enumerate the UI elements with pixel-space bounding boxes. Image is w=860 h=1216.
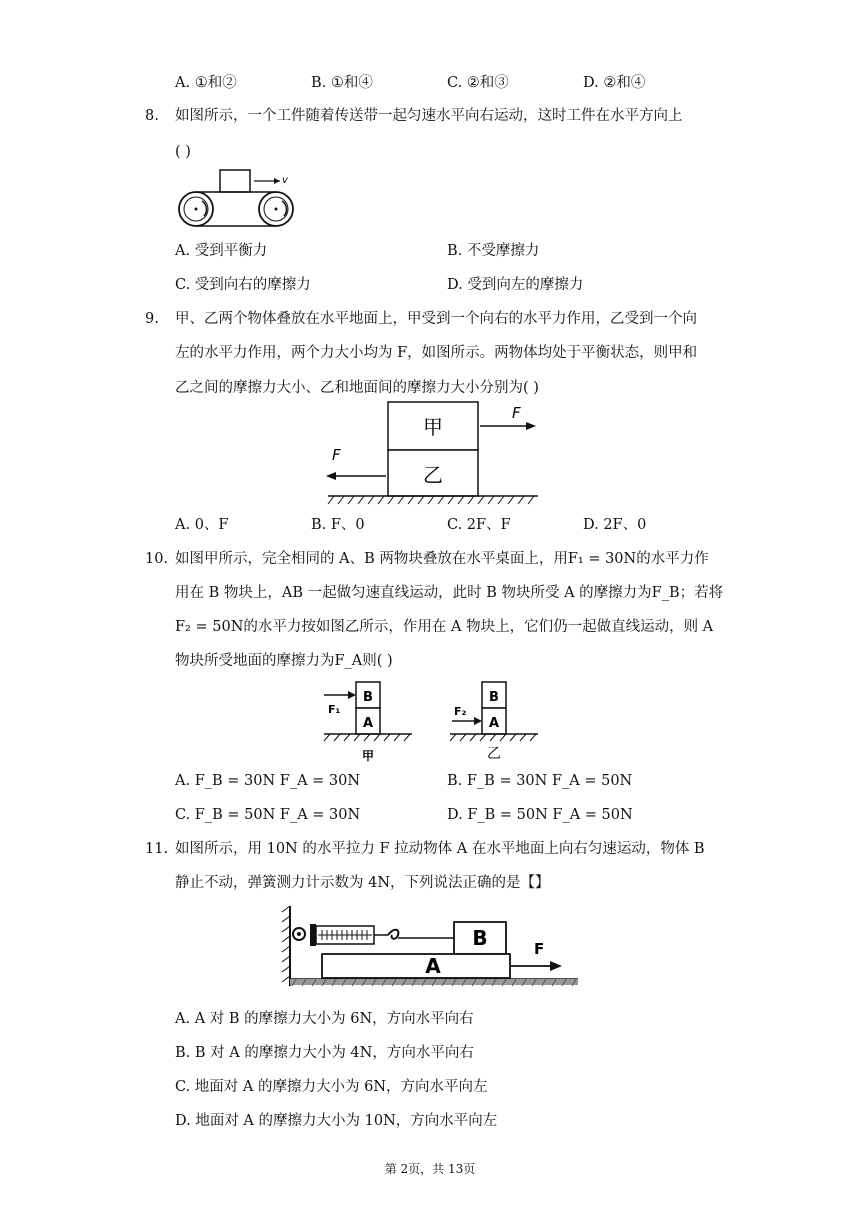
q11-stem-line-2: 静止不动，弹簧测力计示数为 4N，下列说法正确的是【】 — [175, 875, 550, 891]
q11-number: 11. — [145, 841, 169, 857]
q7-option-c: C. ②和③ — [447, 75, 509, 91]
q7-option-a: A. ①和② — [175, 75, 237, 91]
q10-stem-line-3: F₂ = 50N的水平力按如图乙所示，作用在 A 物块上，它们仍一起做直线运动，则 A — [175, 619, 714, 635]
q9-number: 9. — [145, 311, 159, 327]
caption-jia: 甲 — [361, 749, 375, 763]
q9-stem-line-3: 乙之间的摩擦力大小、乙和地面间的摩擦力大小分别为( ) — [175, 380, 539, 396]
q10-option-b: B. F_B = 30N F_A = 50N — [447, 773, 633, 789]
q8-option-a: A. 受到平衡力 — [175, 243, 268, 259]
force-f2-label: F₂ — [454, 705, 467, 718]
q11-option-a: A. A 对 B 的摩擦力大小为 6N，方向水平向右 — [175, 1011, 474, 1027]
spring-scale-figure — [278, 902, 580, 994]
velocity-label: v — [282, 175, 288, 186]
q7-option-b: B. ①和④ — [311, 75, 373, 91]
q11-option-d: D. 地面对 A 的摩擦力大小为 10N，方向水平向左 — [175, 1113, 498, 1129]
q8-option-c: C. 受到向右的摩擦力 — [175, 277, 311, 293]
q10-stem-line-2: 用在 B 物块上，AB 一起做匀速直线运动，此时 B 物块所受 A 的摩擦力为F_B；若将 — [175, 585, 724, 601]
force-label-left: F — [332, 446, 341, 464]
block-yi-label: 乙 — [423, 463, 443, 487]
q9-option-a: A. 0、F — [175, 517, 229, 533]
q9-option-d: D. 2F、0 — [583, 517, 647, 533]
figure-jia — [320, 678, 420, 766]
q11-stem-line-1: 如图所示，用 10N 的水平拉力 F 拉动物体 A 在水平地面上向右匀速运动，物体 B — [175, 841, 705, 857]
block-b-label: B — [363, 690, 373, 705]
stacked-blocks-figure — [320, 400, 540, 508]
q10-option-d: D. F_B = 50N F_A = 50N — [447, 807, 633, 823]
block-b-label: B — [472, 926, 488, 950]
block-a — [322, 954, 510, 978]
block-a-label: A — [362, 716, 374, 731]
q11-option-c: C. 地面对 A 的摩擦力大小为 6N，方向水平向左 — [175, 1079, 488, 1095]
workpiece-block — [220, 170, 250, 192]
force-label: F — [534, 940, 545, 958]
q7-option-d: D. ②和④ — [583, 75, 646, 91]
q10-stem-line-4: 物块所受地面的摩擦力为F_A则( ) — [175, 653, 393, 669]
figure-yi — [448, 678, 548, 766]
block-b-label: B — [489, 690, 499, 705]
page-footer: 第 2页，共 13页 — [384, 1162, 476, 1176]
q8-option-b: B. 不受摩擦力 — [447, 243, 540, 259]
force-f1-label: F₁ — [328, 703, 341, 716]
q9-option-c: C. 2F、F — [447, 517, 511, 533]
q10-option-a: A. F_B = 30N F_A = 30N — [175, 773, 361, 789]
q10-stem-line-1: 如图甲所示，完全相同的 A、B 两物块叠放在水平桌面上，用F₁ = 30N的水平力作 — [175, 551, 709, 567]
block-jia-label: 甲 — [423, 415, 443, 439]
q10-number: 10. — [145, 551, 169, 567]
block-a-label: A — [488, 716, 500, 731]
scale-hook — [388, 930, 398, 939]
q9-stem-line-2: 左的水平力作用，两个力大小均为 F，如图所示。两物体均处于平衡状态，则甲和 — [175, 345, 698, 361]
q9-option-b: B. F、0 — [311, 517, 365, 533]
caption-yi: 乙 — [487, 746, 501, 762]
q8-stem-line-2: ( ) — [175, 144, 191, 160]
conveyor-belt-figure — [172, 168, 302, 232]
q9-stem-line-1: 甲、乙两个物体叠放在水平地面上，甲受到一个向右的水平力作用，乙受到一个向 — [175, 311, 697, 327]
q8-option-d: D. 受到向左的摩擦力 — [447, 277, 584, 293]
block-a-label: A — [425, 954, 441, 978]
q11-option-b: B. B 对 A 的摩擦力大小为 4N，方向水平向右 — [175, 1045, 474, 1061]
force-label-right: F — [512, 404, 521, 422]
q8-number: 8. — [145, 108, 159, 124]
q10-option-c: C. F_B = 50N F_A = 30N — [175, 807, 361, 823]
q8-stem-line-1: 如图所示，一个工件随着传送带一起匀速水平向右运动，这时工件在水平方向上 — [175, 108, 683, 124]
